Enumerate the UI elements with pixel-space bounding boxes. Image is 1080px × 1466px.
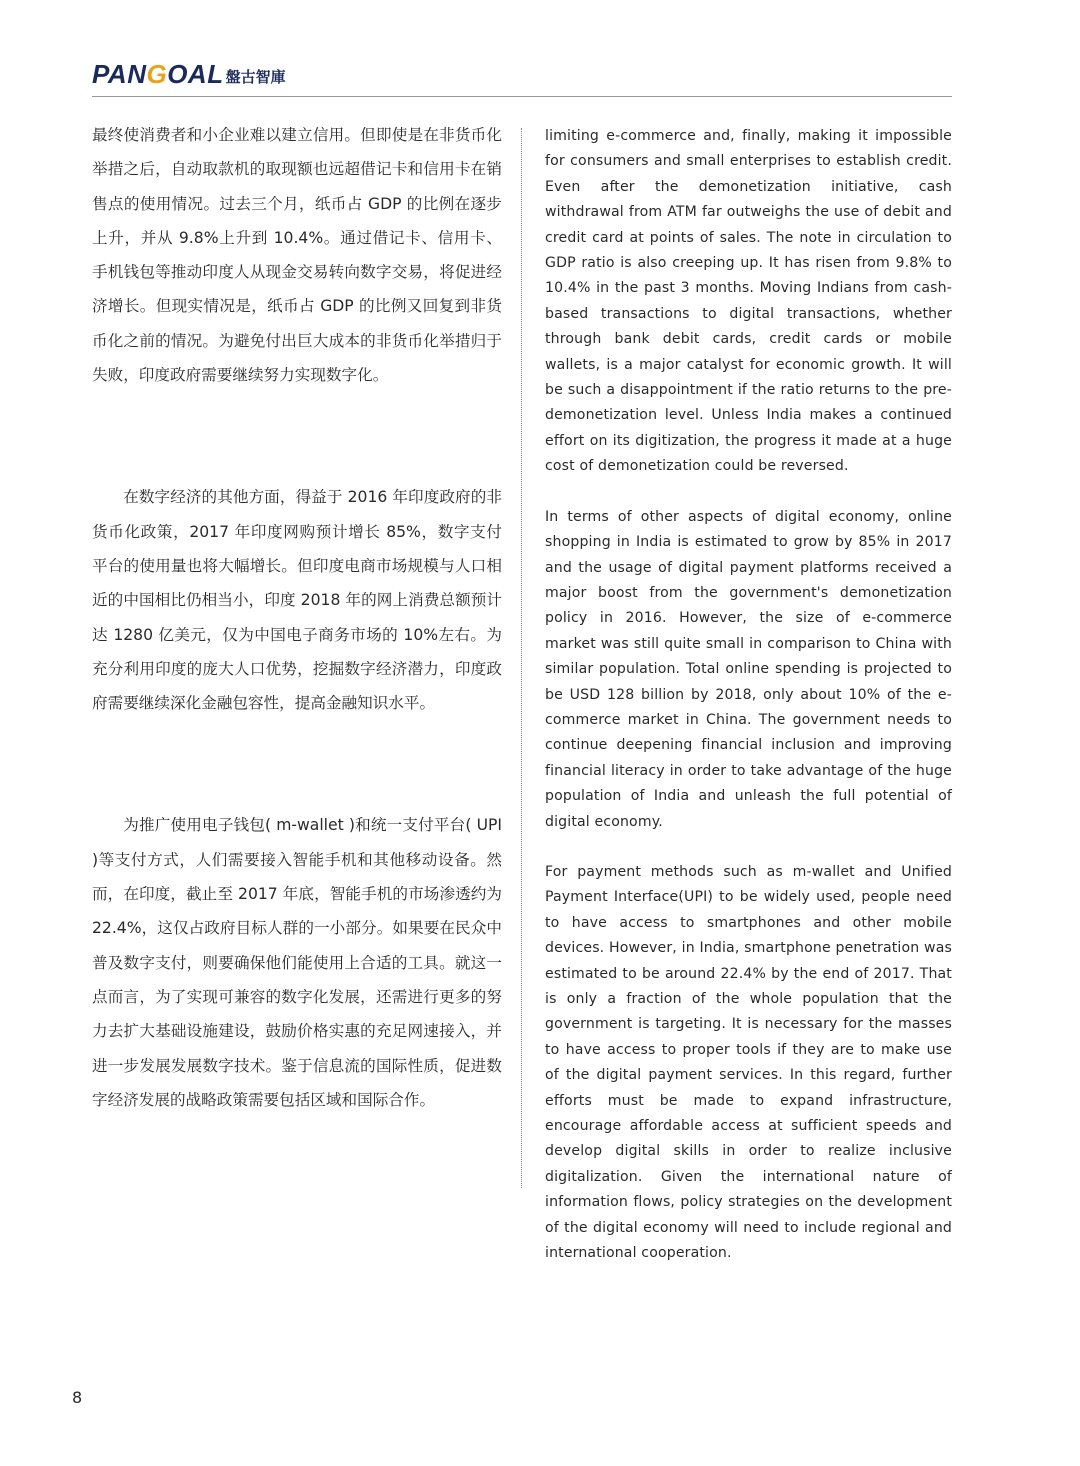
english-paragraph-3: For payment methods such as m-wallet and Unified Payment Interface(UPI) to be widely used, people need to have access to smartphones and other mobile devices. However, in India, smartphone penetration was estimated to be around 22.4% by the end of 2017. That is only a fraction of the whole population that the government is targeting. It is necessary for the masses to have access to proper tools if they are to make use of the digital payment services. In this regard, further efforts must be made to expand infrastructure, encourage affordable access at sufficient speeds and develop digital skills in order to realize inclusive digitalization. Given the international nature of information flows, policy strategies on the development of the digital economy will need to include regional and international cooperation.	[545, 863, 952, 1262]
logo-wordmark-post: OAL	[167, 59, 224, 89]
chinese-paragraph-1: 最终使消费者和小企业难以建立信用。但即使是在非货币化举措之后，自动取款机的取现额也远超借记卡和信用卡在销售点的使用情况。过去三个月，纸币占 GDP 的比例在逐步上升，并从 9.8%上升到 10.4%。通过借记卡、信用卡、手机钱包等推动印度人从现金交易转向数字交易，将促进经济增长。但现实情况是，纸币占 GDP 的比例又回复到非货币化之前的情况。为避免付出巨大成本的非货币化举措归于失败，印度政府需要继续努力实现数字化。	[92, 126, 502, 385]
english-paragraph-2: In terms of other aspects of digital economy, online shopping in India is estimated to grow by 85% in 2017 and the usage of digital payment platforms received a major boost from the government's demonetization policy in 2016. However, the size of e-commerce market was still quite small in comparison to China with similar population. Total online spending is projected to be USD 128 billion by 2018, only about 10% of the e-commerce market in China. The government needs to continue deepening financial inclusion and improving financial literacy in order to take advantage of the huge population of India and unleash the full potential of digital economy.	[545, 508, 952, 830]
pangoal-logo	[92, 58, 286, 88]
logo-wordmark-pre: PAN	[92, 59, 147, 89]
logo-chinese-name: 盤古智庫	[225, 68, 286, 86]
logo-wordmark-accent: G	[146, 59, 168, 89]
page-number: 8	[72, 1388, 83, 1407]
english-column	[545, 124, 952, 1266]
logo-wordmark	[92, 60, 224, 88]
chinese-paragraph-2: 在数字经济的其他方面，得益于 2016 年印度政府的非货币化政策，2017 年印度网购预计增长 85%，数字支付平台的使用量也将大幅增长。但印度电商市场规模与人口相近的中国相比仍相当小，印度 2018 年的网上消费总额预计达 1280 亿美元，仅为中国电子商务市场的 10%左右。为充分利用印度的庞大人口优势，挖掘数字经济潜力，印度政府需要继续深化金融包容性，提高金融知识水平。	[92, 488, 502, 713]
english-paragraph-1: limiting e-commerce and, finally, making it impossible for consumers and small enterprises to establish credit. Even after the demonetization initiative, cash withdrawal from ATM far outweighs the use of debit and credit card at points of sales. The note in circulation to GDP ratio is also creeping up. It has risen from 9.8% to 10.4% in the past 3 months. Moving Indians from cash-based transactions to digital transactions, whether through bank debit cards, credit cards or mobile wallets, is a major catalyst for economic growth. It will be such a disappointment if the ratio returns to the pre-demonetization level. Unless India makes a continued effort on its digitization, the progress it made at a huge cost of demonetization could be reversed.	[545, 128, 952, 475]
chinese-paragraph-3: 为推广使用电子钱包( m-wallet )和统一支付平台( UPI )等支付方式，人们需要接入智能手机和其他移动设备。然而，在印度，截止至 2017 年底，智能手机的市场渗透约为 22.4%，这仅占政府目标人群的一小部分。如果要在民众中普及数字支付，则要确保他们能使用上合适的工具。就这一点而言，为了实现可兼容的数字化发展，还需进行更多的努力去扩大基础设施建设，鼓励价格实惠的充足网速接入，并进一步发展发展数字技术。鉴于信息流的国际性质，促进数字经济发展的战略政策需要包括区域和国际合作。	[92, 816, 502, 1109]
header-divider	[92, 96, 952, 97]
column-divider	[521, 128, 522, 1188]
page-header	[92, 52, 952, 98]
chinese-column	[92, 118, 502, 1117]
